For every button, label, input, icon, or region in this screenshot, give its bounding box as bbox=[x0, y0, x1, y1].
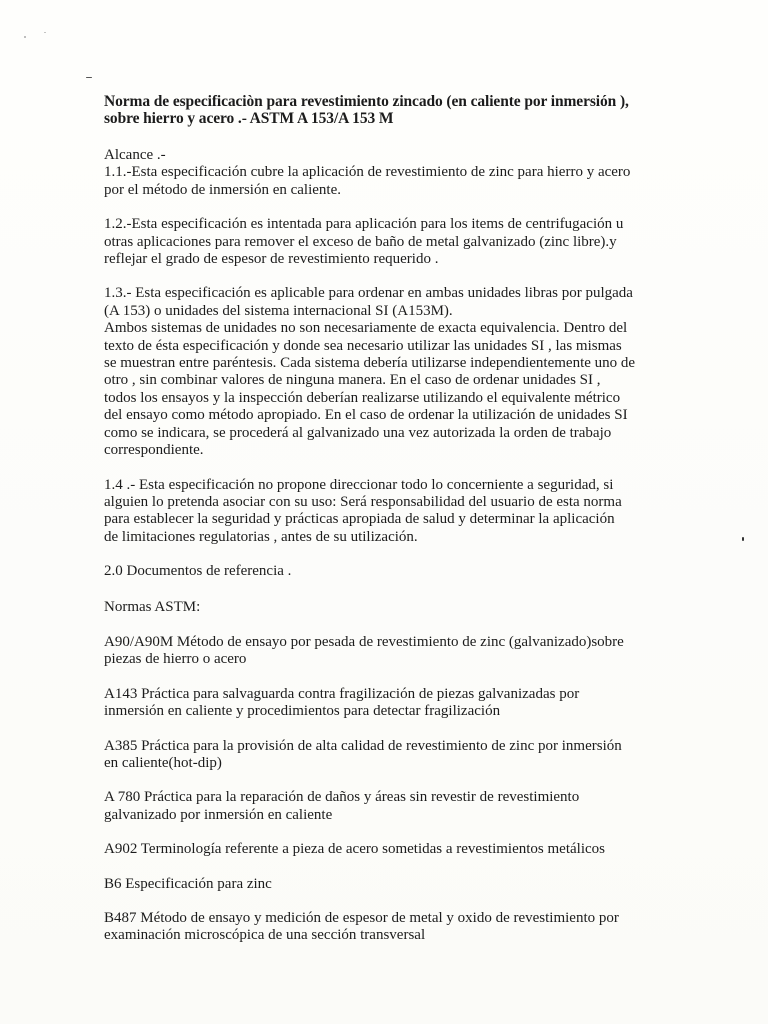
scan-mark bbox=[742, 537, 744, 541]
reference-item: A143 Práctica para salvaguarda contra fragilización de piezas galvanizadas por inmersión en caliente y procedimientos para detectar fragilización bbox=[104, 685, 580, 720]
reference-item: A 780 Práctica para la reparación de daños y áreas sin revestir de revestimiento galvanizado por inmersión en caliente bbox=[104, 789, 580, 823]
document-title bbox=[104, 93, 664, 127]
scan-speck bbox=[44, 32, 46, 33]
title-line: Norma de especificaciòn para revestimiento zincado (en caliente por inmersión ), bbox=[104, 93, 629, 110]
reference-item: A385 Práctica para la provisión de alta calidad de revestimiento de zinc por inmersión en caliente(hot-dip) bbox=[104, 737, 622, 771]
reference-item: A902 Terminología referente a pieza de acero sometidas a revestimientos metálicos bbox=[104, 841, 605, 858]
title-line: sobre hierro y acero .- ASTM A 153/A 153 M bbox=[104, 110, 394, 127]
reference-item: B6 Especificación para zinc bbox=[104, 875, 272, 892]
reference-item: A90/A90M Método de ensayo por pesada de revestimiento de zinc (galvanizado)sobre piezas de hierro o acero bbox=[104, 633, 624, 668]
reference-item: B487 Método de ensayo y medición de espesor de metal y oxido de revestimiento por examinación microscópica de una sección transversal bbox=[104, 910, 619, 944]
section-2-heading: 2.0 Documentos de referencia . bbox=[104, 563, 292, 580]
section-1-1: 1.1.-Esta especificación cubre la aplicación de revestimiento de zinc para hierro y acero por el método de inmersión en caliente. bbox=[104, 164, 631, 198]
scope-heading: Alcance .- bbox=[104, 147, 166, 163]
section-1-2: 1.2.-Esta especificación es intentada para aplicación para los items de centrifugación u otras aplicaciones para remover el exceso de baño de metal galvanizado (zinc libre).y reflejar el grado de espesor de revestimiento requerido . bbox=[104, 216, 624, 268]
document-body bbox=[104, 93, 664, 962]
section-1-3: 1.3.- Esta especificación es aplicable para ordenar en ambas unidades libras por pulgada (A 153) o unidades del sistema internacional SI (A153M). Ambos sistemas de unidades no son necesariamente de exacta equivalencia. Dentro del texto de ésta especificación y donde sea necesario utilizar las unidades SI , las mismas se muestran entre paréntesis. Cada sistema debería utilizarse independientemente uno de otro , sin combinar valores de ninguna manera. En el caso de ordenar unidades SI , todos los ensayos y la inspección deberían realizarse utilizando el equivalente métrico del ensayo como método apropiado. En el caso de ordenar la utilización de unidades SI como se indicara, se procederá al galvanizado una vez autorizada la orden de trabajo correspondiente. bbox=[104, 285, 636, 459]
scan-speck bbox=[24, 36, 26, 38]
section-1-4: 1.4 .- Esta especificación no propone direccionar todo lo concerniente a seguridad, si alguien lo pretenda asociar con su uso: Será responsabilidad del usuario de esta norma para establecer la seguridad y prácticas apropiada de salud y determinar la aplicación de limitaciones regulatorias , antes de su utilización. bbox=[104, 476, 622, 545]
astm-standards-heading: Normas ASTM: bbox=[104, 598, 201, 615]
scan-mark bbox=[86, 77, 92, 78]
